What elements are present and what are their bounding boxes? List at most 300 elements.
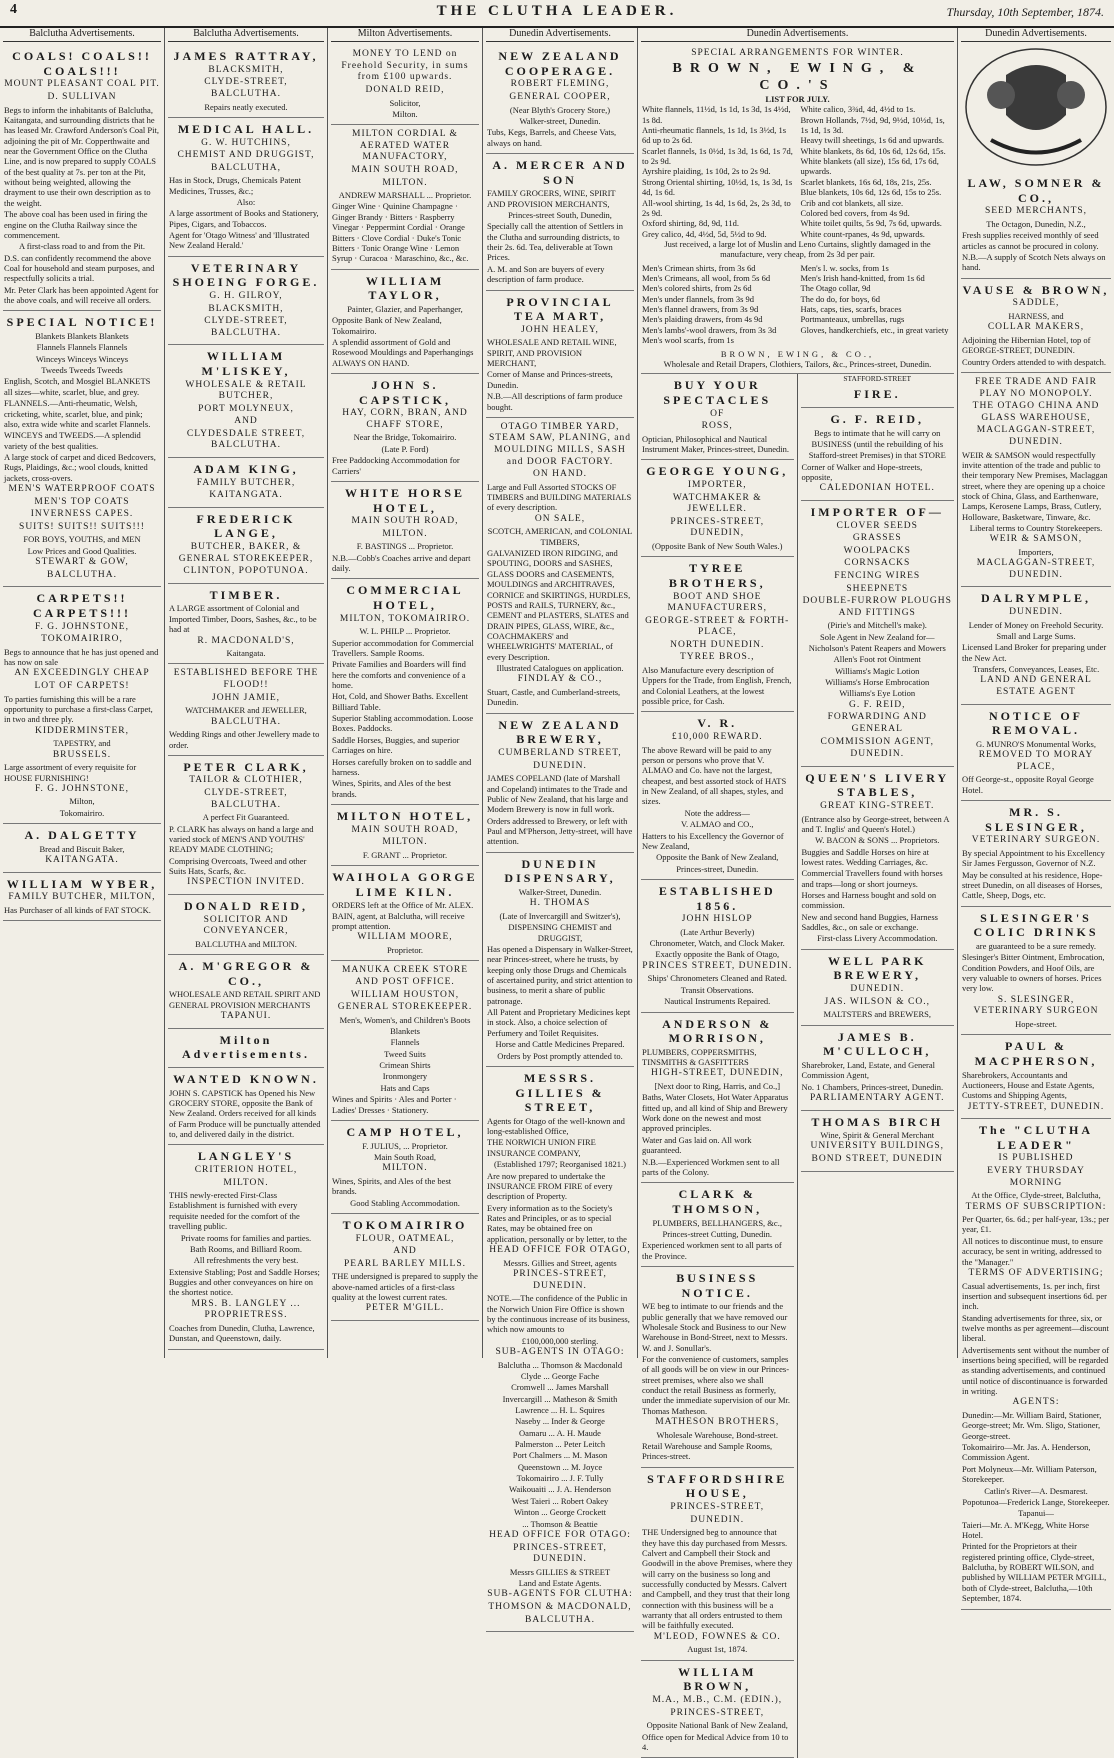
list-line: White flannels, 11½d, 1s 1d, 1s 3d, 1s 4½d, 1s 8d.: [642, 104, 791, 125]
advertisement: [486, 714, 634, 853]
ad-line: WATCHMAKER and JEWELLER,: [185, 705, 307, 716]
ad-line: Note the address—: [684, 807, 750, 818]
ad-heading: ANDERSON & MORRISON,: [662, 1016, 773, 1046]
ad-line: Superior accommodation for Commercial Travellers. Sample Rooms.: [332, 637, 474, 658]
ad-line: JOHN HISLOP: [681, 914, 753, 925]
ad-line: CORNSACKS: [844, 558, 911, 569]
ad-line: MEN'S TOP COATS: [34, 496, 130, 507]
be-footer-address: Wholesale and Retail Drapers, Clothiers, Tailors, &c., Princes-street, Dunedin.: [663, 358, 932, 369]
ad-line: All notices to discontinue must, to ensure accuracy, be sent in writing, addressed to the "Manager.": [962, 1235, 1103, 1267]
ad-heading: SPECIAL NOTICE!: [6, 315, 158, 330]
ad-line: F. G. JOHNSTONE,: [35, 783, 129, 794]
advertisement: [801, 1026, 955, 1111]
column-dunedin-wide: [638, 28, 958, 1752]
ad-line: Crimean Shirts: [379, 1060, 431, 1071]
ad-line: MEN'S WATERPROOF COATS: [8, 484, 156, 495]
ad-line: PLUMBERS, BELLHANGERS, &c.,: [652, 1217, 782, 1228]
advertisement: [641, 1267, 794, 1468]
page-number: 4: [10, 2, 17, 17]
column-balclutha-2: [165, 28, 328, 1358]
ad-line: Ginger Wine · Quinine Champagne · Ginger Brandy · Bitters · Raspberry Vinegar · Peppermint Cordial · Orange Bitters · Clove Cordial · Duke's Tonic Bitters · Tonic Orange Wine · Lemon Syrup · Curacoa · Maraschino, &c., &c.: [332, 201, 469, 264]
ad-heading: COALS! COALS!! COALS!!!: [12, 49, 152, 78]
ad-line: Good Stabling Accommodation.: [350, 1197, 460, 1208]
ad-line: Waikouaiti ... J. A. Henderson: [508, 1484, 611, 1495]
ad-line: Begs to inform the inhabitants of Balclutha, Kaitangata, and surrounding districts that he has leased Mr. Crawford Anderson's Coal Pit, adjoining the pit of Mr. Copperthwaite and near the Government Office on the Clutha Line, and is now prepared to supply COALS of the best quality at 7s. per ton at the Pit, without being weighted, allowing the drayment to use their own description as to the weight.: [4, 104, 159, 208]
ad-line: Winceys Winceys Winceys: [35, 353, 129, 364]
ad-line: MILTON.: [382, 837, 428, 848]
ad-line: Balclutha ... Thomson & Macdonald: [497, 1359, 623, 1370]
newspaper-title: THE CLUTHA LEADER.: [436, 3, 678, 19]
be-title: SPECIAL ARRANGEMENTS FOR WINTER.: [691, 48, 904, 59]
ad-line: D. SULLIVAN: [47, 92, 117, 103]
ad-line: CLYDE-STREET, BALCLUTHA.: [204, 788, 288, 810]
ad-line: Retail Warehouse and Sample Rooms, Princes-street.: [642, 1441, 773, 1462]
ad-line: For the convenience of customers, samples of all goods will be on view in our Princes-street premises, where also we shall conduct the retail Business as formerly, under the immediate supervision of our Mr. Thomas Matheson.: [642, 1354, 791, 1416]
ad-line: LAND AND GENERAL ESTATE AGENT: [980, 675, 1092, 698]
ad-line: The above Reward will be paid to any person or persons who prove that V. ALMAO and Co. have not the largest, cheapest, and best assorted stock of HATS in New Zealand, of all shapes, styles, and sizes.: [642, 744, 787, 807]
advertisement: [641, 460, 794, 557]
ad-line: FORWARDING AND GENERAL: [827, 712, 927, 734]
ad-line: HAY, CORN, BRAN, AND CHAFF STORE,: [342, 408, 468, 430]
ad-line: TOKOMAIRIRO,: [41, 634, 123, 645]
ad-line: ORDERS left at the Office of Mr. ALEX. BAIN, agent, at Balclutha, will receive prompt attention.: [332, 900, 474, 932]
ad-list: [168, 45, 324, 1349]
ad-line: The Octagon, Dunedin, N.Z.,: [986, 219, 1086, 230]
ad-heading: A. M'GREGOR & CO.,: [178, 959, 314, 988]
ad-line: BUSINESS (until the rebuilding of his: [811, 439, 943, 450]
ad-heading: TIMBER.: [209, 587, 283, 602]
ad-heading: MANUKA CREEK STORE AND POST OFFICE.: [341, 965, 469, 987]
ad-heading: FREE TRADE AND FAIR PLAY NO MONOPOLY.: [975, 377, 1097, 399]
ad-line: At the Office, Clyde-street, Balclutha,: [971, 1190, 1101, 1201]
ad-line: Tapanui—: [1018, 1508, 1054, 1519]
advertisement: [168, 1145, 324, 1349]
ad-line: TAILOR & CLOTHIER,: [189, 775, 303, 786]
ad-line: FLANNELS.—Anti-rheumatic, Welsh, cricketing, white, scarlet, blue, and pink; also, extra wide white and scarlet Flannels.: [4, 398, 151, 429]
be-list: LIST FOR JULY.: [765, 93, 830, 104]
ad-line: Hope-street.: [1015, 1018, 1057, 1029]
ad-line: WEIR & SAMSON,: [989, 534, 1083, 545]
ad-list: [3, 45, 161, 921]
ad-line: WHOLESALE AND RETAIL SPIRIT AND GENERAL PROVISION MERCHANTS: [169, 989, 321, 1010]
advertisement: [961, 1119, 1111, 1609]
ad-heading: MONEY TO LEND on Freehold Security, in sums from £100 upwards.: [341, 49, 469, 83]
ad-line: SEED MERCHANTS,: [984, 206, 1088, 217]
advertisement: [3, 45, 161, 311]
ad-line: (Pirie's and Mitchell's make).: [827, 620, 927, 631]
list-line: Portmanteaux, umbrellas, rugs: [800, 314, 905, 325]
ad-line: Milton.: [392, 108, 418, 119]
ad-line: INSPECTION INVITED.: [187, 877, 305, 888]
column-balclutha-1: [0, 28, 165, 1358]
ad-line: WEIR & SAMSON would respectfully invite attention of the trade and public to their temporary New Premises, Maclaggan street, where they are opening up a choice stock of China, Glass, and Earthenware, Lamps, Kerosene Lamps, Brass, Cutlery, Holloware, Basketware, Tinware, &c.: [962, 449, 1108, 522]
ad-line: N.B.—A supply of Scotch Nets always on hand.: [962, 252, 1106, 273]
ad-line: Adjoining the Hibernian Hotel, top of GEORGE-STREET, DUNEDIN.: [962, 334, 1091, 356]
advertisement: [168, 756, 324, 895]
ad-heading: PAUL & MACPHERSON,: [974, 1039, 1098, 1068]
column-dunedin-2: [798, 374, 955, 1758]
ad-line: Invercargill ... Matheson & Smith: [502, 1393, 618, 1404]
advertisement: [168, 257, 324, 346]
advertisement: [168, 45, 324, 118]
ad-line: INVERNESS CAPES.: [30, 509, 134, 520]
ad-line: Flannels: [390, 1037, 420, 1048]
ad-heading: BUY YOUR SPECTACLES: [663, 378, 772, 407]
ad-line: English, Scotch, and Mosgiel BLANKETS all sizes—white, scarlet, blue, and grey.: [4, 376, 151, 397]
ad-heading: CLARK & THOMSON,: [672, 1187, 763, 1216]
ad-line: W. L. PHILP ... Proprietor.: [359, 626, 451, 637]
ad-line: PARLIAMENTARY AGENT.: [810, 1092, 945, 1103]
ad-heading: WILLIAM WYBER,: [6, 876, 158, 891]
ad-line: Blankets: [390, 1026, 420, 1037]
ad-heading: CAMP HOTEL,: [346, 1124, 464, 1139]
advertisement: [961, 373, 1111, 587]
ad-line: Ironmongery: [382, 1071, 428, 1082]
advertisement: [168, 1029, 324, 1068]
ad-line: Specially call the attention of Settlers in the Clutha and surrounding districts, to their 2s. 6d. Tea, deliverable at Town Prices.: [487, 221, 623, 263]
ad-line: DUNEDIN.: [533, 760, 587, 771]
ad-list: [961, 172, 1111, 1609]
ad-line: PRINCES-STREET,: [670, 1707, 765, 1718]
advertisement: [961, 172, 1111, 279]
ad-line: Walker-street, Dunedin.: [519, 115, 601, 126]
advertisement: [961, 279, 1111, 373]
ad-line: DISPENSING CHEMIST and DRUGGIST,: [508, 922, 612, 943]
ad-line: Horses and Harness bought and sold on commission.: [801, 890, 937, 911]
ad-line: All Patent and Proprietary Medicines kept in stock. Also, a choice selection of Perfumery and Toilet Requisites.: [487, 1007, 631, 1038]
ad-line: Nautical Instruments Repaired.: [664, 996, 771, 1007]
advertisement: [486, 291, 634, 418]
ad-line: Large assortment of every requisite for HOUSE FURNISHING!: [4, 762, 137, 783]
list-line: Men's flannel drawers, from 3s 9d: [642, 304, 759, 315]
ad-line: May be consulted at his residence, Hope-street Dunedin, on all diseases of Horses, Cattle, Sheep, Dogs, etc.: [962, 869, 1103, 901]
column-header: Balclutha Advertisements.: [3, 28, 161, 42]
column-dunedin-3: [958, 28, 1114, 1604]
list-line: Men's Crimeans, all wool, from 5s 6d: [642, 273, 771, 284]
list-line: Men's plaiding drawers, from 4s 9d: [642, 314, 763, 325]
ad-heading: ADAM KING,: [193, 462, 299, 477]
ad-line: TERMS OF SUBSCRIPTION:: [965, 1201, 1107, 1212]
ad-line: Importers,: [1018, 546, 1054, 557]
ad-line: IMPORTER,: [687, 480, 747, 491]
ad-line: Private rooms for families and parties.: [180, 1232, 312, 1243]
advertisement: [331, 125, 479, 269]
ad-line: GENERAL COOPER,: [509, 92, 611, 103]
ad-line: A LARGE assortment of Colonial and Imported Timber, Doors, Sashes, &c., to be had at: [169, 603, 317, 635]
list-line: White count-rpanes, 4s 9d, upwards.: [800, 228, 925, 239]
ad-line: BALCLUTHA.: [525, 1614, 595, 1625]
ad-line: Per Quarter, 6s. 6d.; per half-year, 13s.; per year, £1.: [962, 1214, 1110, 1235]
be-left-list: [642, 104, 795, 239]
ad-line: SOLICITOR AND CONVEYANCER,: [203, 914, 289, 937]
list-line: Gloves, handkerchiefs, etc., in great variety: [800, 324, 949, 335]
ad-line: MILTON.: [223, 1177, 269, 1188]
advertisement: [641, 1661, 794, 1758]
ad-heading: NEW ZEALAND BREWERY,: [498, 717, 622, 747]
ad-line: A splendid assortment of Gold and Rosewood Mouldings and Paperhangings ALWAYS ON HAND.: [332, 336, 474, 368]
ad-line: Allen's Foot rot Ointment: [833, 654, 921, 665]
ad-line: Winton ... George Crockett: [513, 1507, 607, 1518]
list-line: Ayrshire plaiding, 1s 10d, 2s to 2s 9d.: [642, 166, 771, 177]
ad-line: PORT MOLYNEUX,: [198, 403, 294, 414]
advertisement: [3, 873, 161, 922]
ad-heading: JAMES RATTRAY,: [173, 49, 319, 64]
ad-heading: WHITE HORSE HOTEL,: [344, 485, 466, 515]
ad-heading: LAW, SOMNER & CO.,: [967, 176, 1105, 205]
ad-line: DUNEDIN.: [690, 1514, 745, 1525]
advertisement: [641, 374, 794, 460]
ad-line: Opposite the Bank of New Zealand,: [656, 852, 779, 863]
be-right-list: [801, 104, 954, 239]
ad-line: A first-class road to and from the Pit.: [18, 241, 146, 252]
ad-line: Bath Rooms, and Billiard Room.: [190, 1243, 302, 1254]
advertisement: [331, 45, 479, 125]
ad-line: (Entrance also by George-street, between A and T. Inglis' and Queen's Hotel.): [801, 813, 950, 834]
ad-heading: WILLIAM M'LISKEY,: [201, 349, 291, 378]
ad-line: THE NORWICH UNION FIRE INSURANCE COMPANY,: [487, 1137, 596, 1158]
ad-line: PEARL BARLEY MILLS.: [343, 1258, 466, 1269]
ad-line: FINDLAY & CO.,: [517, 674, 603, 685]
ad-line: Stuart, Castle, and Cumberland-streets, Dunedin.: [487, 687, 621, 708]
ad-line: GALVANIZED IRON RIDGING, and SPOUTING, DOORS and SASHES, GLASS DOORS and CASEMENTS, MOULDINGS and ARCHITRAVES, CORNICE and SKIRTINGS, HURDLES, POSTS and RAILS, TURNERY, &c., CEMENT and PLASTERS, SLATES and DRAIN PIPES, GLASS, WIRE, &c., COACHMAKERS' and WHEELWRIGHTS' MATERIAL, of every Description.: [487, 548, 631, 662]
ad-line: Opposite National Bank of New Zealand,: [646, 1720, 788, 1731]
ad-line: Wedding Rings and other Jewellery made to order.: [169, 729, 320, 750]
ad-line: GRASSES: [852, 533, 902, 544]
advertisement: [331, 1121, 479, 1214]
ad-line: N.B.—Cobb's Coaches arrive and depart daily.: [332, 552, 471, 573]
ad-line: PRINCES-STREET, DUNEDIN.: [513, 1269, 607, 1291]
ad-line: Horse and Cattle Medicines Prepared.: [495, 1039, 625, 1050]
ad-line: DONALD REID,: [365, 84, 445, 95]
ad-line: THE Undersigned beg to announce that they have this day purchased from Messrs. Calvert and Campbell their Stock and Goodwill in the above Premises, where they will carry on the business so long and successfully conducted by Messrs. Calvert and Campbell, and they trust that their long connection with this business will be a warranty that all orders entrusted to them will be faithfully executed.: [642, 1527, 793, 1631]
ad-heading: The "CLUTHA LEADER": [978, 1123, 1093, 1152]
list-line: Men's wool scarfs, from 1s: [642, 335, 734, 346]
ad-line: BALCLUTHA.: [47, 569, 117, 580]
ad-line: ON HAND.: [533, 469, 587, 480]
ad-heading: IMPORTER OF—: [810, 505, 944, 520]
ad-line: TERMS OF ADVERTISING;: [968, 1267, 1104, 1278]
ad-line: Tokomairiro ... J. F. Tully: [516, 1473, 604, 1484]
ad-line: V. ALMAO and CO.,: [680, 819, 754, 830]
advertisement: [801, 1111, 955, 1172]
ad-line: Williams's Horse Embrocation: [825, 677, 930, 688]
ad-heading: DUNEDIN DISPENSARY,: [504, 856, 616, 886]
ad-line: MILTON.: [382, 1163, 428, 1174]
ad-line: FOR BOYS, YOUTHS, and MEN: [23, 534, 141, 545]
ad-line: Country Orders attended to with despatch.: [962, 356, 1106, 367]
ad-line: SHEEPNETS: [846, 583, 909, 594]
advertisement: [331, 961, 479, 1121]
ad-line: Nicholson's Patent Reapers and Mowers: [808, 643, 946, 653]
ad-line: Casual advertisements, 1s. per inch, first insertion and subsequent insertions 6d. per inch.: [962, 1280, 1107, 1312]
ad-line: MILTON.: [382, 528, 428, 539]
ad-heading: PROVINCIAL TEA MART,: [506, 294, 614, 324]
ad-heading: A. DALGETTY: [24, 828, 140, 843]
ad-line: KAITANGATA.: [209, 490, 283, 501]
ad-line: Has opened a Dispensary in Walker-Street, near Princes-street, where he trusts, by keeping only those Drugs and Chemicals of ascertained purity, and strict attention to business, to merit a share of public patronage.: [487, 943, 633, 1006]
ad-line: Wholesale Warehouse, Bond-street.: [656, 1429, 778, 1440]
ad-heading: ESTABLISHED 1856.: [658, 883, 776, 913]
issue-date: Thursday, 10th September, 1874.: [946, 5, 1104, 19]
ad-heading: CARPETS!! CARPETS!!!: [33, 591, 131, 620]
ad-line: Has in Stock, Drugs, Chemicals Patent Medicines, Trusses, &c.;: [169, 175, 301, 196]
list-line: White calico, 3¾d, 4d, 4½d to 1s.: [800, 104, 916, 115]
ad-line: F. JULIUS, ... Proprietor.: [362, 1140, 448, 1151]
ad-line: ON SALE,: [534, 513, 586, 524]
column-header: Dunedin Advertisements.: [961, 28, 1111, 42]
ad-line: PRINCES-STREET,: [670, 1502, 765, 1513]
ad-line: HARNESS, and: [1008, 311, 1064, 322]
advertisement: [3, 824, 161, 873]
ad-line: Dunedin:—Mr. William Baird, Stationer, George-street; Mr. Wm. Sligo, Stationer, George-street.: [962, 1410, 1102, 1441]
ad-line: Wines, Spirits, and Ales of the best brands.: [332, 1175, 452, 1197]
advertisement: [801, 950, 955, 1026]
ad-line: [Next door to Ring, Harris, and Co.,]: [654, 1081, 781, 1092]
ad-line: MACLAGGAN-STREET, DUNEDIN.: [976, 558, 1096, 580]
ad-line: JOHN JAMIE,: [212, 692, 280, 703]
ad-line: CUMBERLAND STREET,: [498, 747, 622, 758]
ad-heading: THOMAS BIRCH: [811, 1114, 944, 1129]
ad-line: Solicitor,: [389, 97, 421, 108]
ad-line: Exactly opposite the Bank of Otago,: [655, 949, 780, 960]
list-line: Men's l. w. socks, from 1s: [800, 262, 889, 273]
ad-line: MAIN SOUTH ROAD,: [351, 164, 459, 175]
ad-line: Large and Full Assorted STOCKS OF TIMBERS and BUILDING MATERIALS of every description.: [487, 481, 632, 513]
ad-line: Hot, Cold, and Shower Baths. Excellent Billiard Table.: [332, 691, 468, 712]
ad-line: BUTCHER, BAKER, & GENERAL STOREKEEPER,: [178, 542, 314, 564]
ad-line: Office open for Medical Advice from 10 to 4.: [642, 1731, 789, 1752]
ad-line: M.A., M.B., C.M. (EDIN.),: [652, 1695, 783, 1706]
ad-line: WILLIAM HOUSTON,: [350, 989, 460, 1000]
ad-line: Port Chalmers ... M. Mason: [512, 1450, 608, 1461]
ad-heading: NOTICE OF REMOVAL.: [988, 708, 1083, 738]
ad-list: [331, 45, 479, 1321]
ad-line: Wines, Spirits, and Ales of the best brands.: [332, 778, 452, 799]
ad-line: Corner of Walker and Hope-streets, opposite,: [801, 461, 923, 483]
ad-line: Mr. Peter Clark has been appointed Agent for the above coals, and will receive all orders.: [4, 284, 159, 306]
ad-line: H. THOMAS: [529, 898, 591, 909]
advertisement: [168, 895, 324, 955]
list-line: Scarlet flannels, 1s 0½d, 1s 3d, 1s 6d, 1s 7d, to 2s 9d.: [642, 145, 793, 167]
ad-line: FLOUR, OATMEAL,: [355, 1233, 455, 1244]
ad-line: BOND STREET, DUNEDIN: [811, 1154, 943, 1165]
ad-line: MILTON, TOKOMAIRIRO.: [339, 613, 471, 624]
advertisement: [801, 767, 955, 950]
ad-line: Has Purchaser of all kinds of FAT STOCK.: [4, 904, 151, 915]
ad-line: (Opposite Bank of New South Wales.): [652, 540, 783, 551]
ad-line: £10,000 REWARD.: [671, 732, 763, 743]
ad-line: EVERY THURSDAY MORNING: [987, 1166, 1085, 1188]
ad-line: DUNEDIN.: [850, 984, 905, 995]
ad-heading: WELL PARK BREWERY,: [828, 953, 927, 983]
ad-line: Small and Large Sums.: [996, 631, 1076, 642]
ad-line: Main South Road,: [373, 1151, 437, 1162]
column-header: Balclutha Advertisements.: [168, 28, 324, 42]
advertisement: [168, 1068, 324, 1145]
ad-line: Are now prepared to undertake the INSURANCE FROM FIRE of every description of Property.: [487, 1170, 613, 1202]
ad-line: (Established 1797; Reorganised 1821.): [493, 1159, 627, 1170]
ad-line: BALCLUTHA and MILTON.: [195, 938, 297, 949]
ad-line: Saddle Horses, Buggies, and superior Carriages on hire.: [332, 734, 460, 756]
ad-line: SADDLE,: [1012, 298, 1060, 309]
ad-line: Sole Agent in New Zealand for—: [820, 631, 935, 642]
list-line: Oxford shirting, 8d, 9d, 11d.: [642, 218, 739, 229]
ad-line: The above coal has been used in firing the engine on the Clutha Railway since the commencement.: [4, 209, 148, 240]
ad-line: CLYDE-STREET, BALCLUTHA.: [204, 77, 288, 99]
ad-line: WE beg to intimate to our friends and the public generally that we have removed our Wholesale Stock and Business to our New Warehouse in Bond-Street, next to Messrs. W. and J. Sonullar's.: [642, 1301, 788, 1353]
list-line: Strong Oriental shirting, 10½d, 1s, 1s 3d, 1s 4d, 1s 6d.: [642, 176, 793, 198]
ad-line: COLLAR MAKERS,: [987, 322, 1085, 333]
ad-heading: WAIHOLA GORGE LIME KILN.: [332, 870, 478, 899]
ad-heading: DALRYMPLE,: [981, 591, 1091, 606]
ad-heading: JOHN S. CAPSTICK,: [358, 378, 451, 407]
ad-heading: MESSRS. GILLIES & STREET,: [515, 1070, 605, 1115]
ad-line: Flannels Flannels Flannels: [36, 342, 128, 353]
ad-line: CLYDE-STREET, BALCLUTHA.: [204, 316, 288, 338]
advertisement: [486, 1067, 634, 1632]
ad-heading: A. MERCER AND SON: [492, 158, 628, 187]
ad-line: Off George-st., opposite Royal George Hotel.: [962, 774, 1094, 795]
ad-heading: DONALD REID,: [183, 898, 308, 913]
ad-line: Princes-street Cutting, Dunedin.: [662, 1228, 773, 1239]
ad-line: Baths, Water Closets, Hot Water Apparatus fitted up, and all kind of Ship and Brewery Work done on the newest and most approved principles.: [642, 1092, 789, 1134]
advertisement: [801, 383, 955, 408]
ad-line: Slesinger's Bitter Ointment, Embrocation, Condition Powders, and Hoof Oils, are very valuable to owners of horses. Prices very low.: [962, 952, 1105, 994]
ad-line: Coaches from Dunedin, Clutha, Lawrence, Dunstan, and Queenstown, daily.: [169, 1322, 315, 1344]
ad-line: MALTSTERS and BREWERS,: [823, 1009, 932, 1020]
ad-line: Chronometer, Watch, and Clock Maker.: [649, 938, 785, 949]
ad-line: THE undersigned is prepared to supply the above-named articles of a first-class quality at the lowest current rates.: [332, 1271, 478, 1302]
ad-line: Tweed Suits: [384, 1048, 426, 1059]
ad-line: Tokomairiro—Mr. Jas. A. Henderson, Commission Agent.: [962, 1442, 1091, 1463]
ad-line: TYREE BROS.,: [679, 652, 755, 663]
ad-heading: WILLIAM BROWN,: [678, 1664, 757, 1694]
ad-line: Also Manufacture every description of Uppers for the Trade, from English, French, and Colonial Leathers, at the lowest possible price, for Cash.: [642, 664, 792, 707]
ad-line: JOHN S. CAPSTICK has Opened his New GROCERY STORE, opposite the Bank of New Zealand. Orders received for all kinds of Farm Produce will be punctually attended to, and delivered daily in the district.: [169, 1087, 321, 1139]
ad-line: WILLIAM MOORE,: [357, 932, 453, 943]
ad-line: M'LEOD, FOWNES & CO.: [653, 1631, 781, 1642]
ad-line: Messrs. Gillies and Street, agents: [503, 1257, 617, 1268]
ad-line: Agents for Otago of the well-known and long-established Office,: [487, 1115, 625, 1137]
ad-line: P. CLARK has always on hand a large and varied stock of MEN'S AND YOUTHS' READY MADE CLOTHING;: [169, 823, 314, 855]
ad-line: HEAD OFFICE FOR OTAGO:: [489, 1529, 631, 1540]
ad-heading: Milton Advertisements.: [182, 1032, 310, 1062]
ad-line: PLUMBERS, COPPERSMITHS, TINSMITHS & GASFITTERS: [642, 1046, 757, 1068]
ad-line: W. BACON & SONS ... Proprietors.: [815, 835, 940, 846]
ad-line: STEWART & GOW,: [35, 557, 129, 568]
ad-line: FAMILY GROCERS, WINE, SPIRIT AND PROVISION MERCHANTS,: [487, 188, 616, 209]
ad-heading: TYREE BROTHERS,: [668, 561, 766, 590]
ad-line: Walker-Street, Dunedin.: [518, 886, 602, 897]
ad-line: Catlin's River—A. Desmarest.: [984, 1485, 1088, 1496]
ad-heading: NEW ZEALAND COOPERAGE.: [498, 49, 622, 78]
advertisement: [331, 1214, 479, 1321]
ad-line: GENERAL STOREKEEPER.: [337, 1002, 473, 1013]
advertisement: [486, 154, 634, 290]
ad-line: KIDDERMINSTER,: [35, 725, 129, 736]
ad-line: Optician, Philosophical and Nautical Instrument Maker, Princes-street, Dunedin.: [642, 433, 789, 455]
ad-line: WOOLPACKS: [843, 545, 911, 556]
ad-line: Extensive Stabling; Post and Saddle Horses; Buggies and other conveyances on hire on the shortest notice.: [169, 1266, 320, 1298]
ad-line: Near the Bridge, Tokomairiro.: [353, 432, 457, 443]
ad-line: A. M. and Son are buyers of every description of farm produce.: [487, 263, 605, 285]
ad-line: Milton,: [69, 796, 95, 807]
ad-line: Popotunoa—Frederick Lange, Storekeeper.: [962, 1496, 1110, 1507]
ad-line: West Taieri ... Robert Oakey: [511, 1495, 609, 1506]
ad-line: DUNEDIN.: [850, 749, 905, 760]
list-line: Scarlet blankets, 16s 6d, 18s, 21s, 25s.: [800, 176, 932, 187]
advertisement: [486, 418, 634, 714]
